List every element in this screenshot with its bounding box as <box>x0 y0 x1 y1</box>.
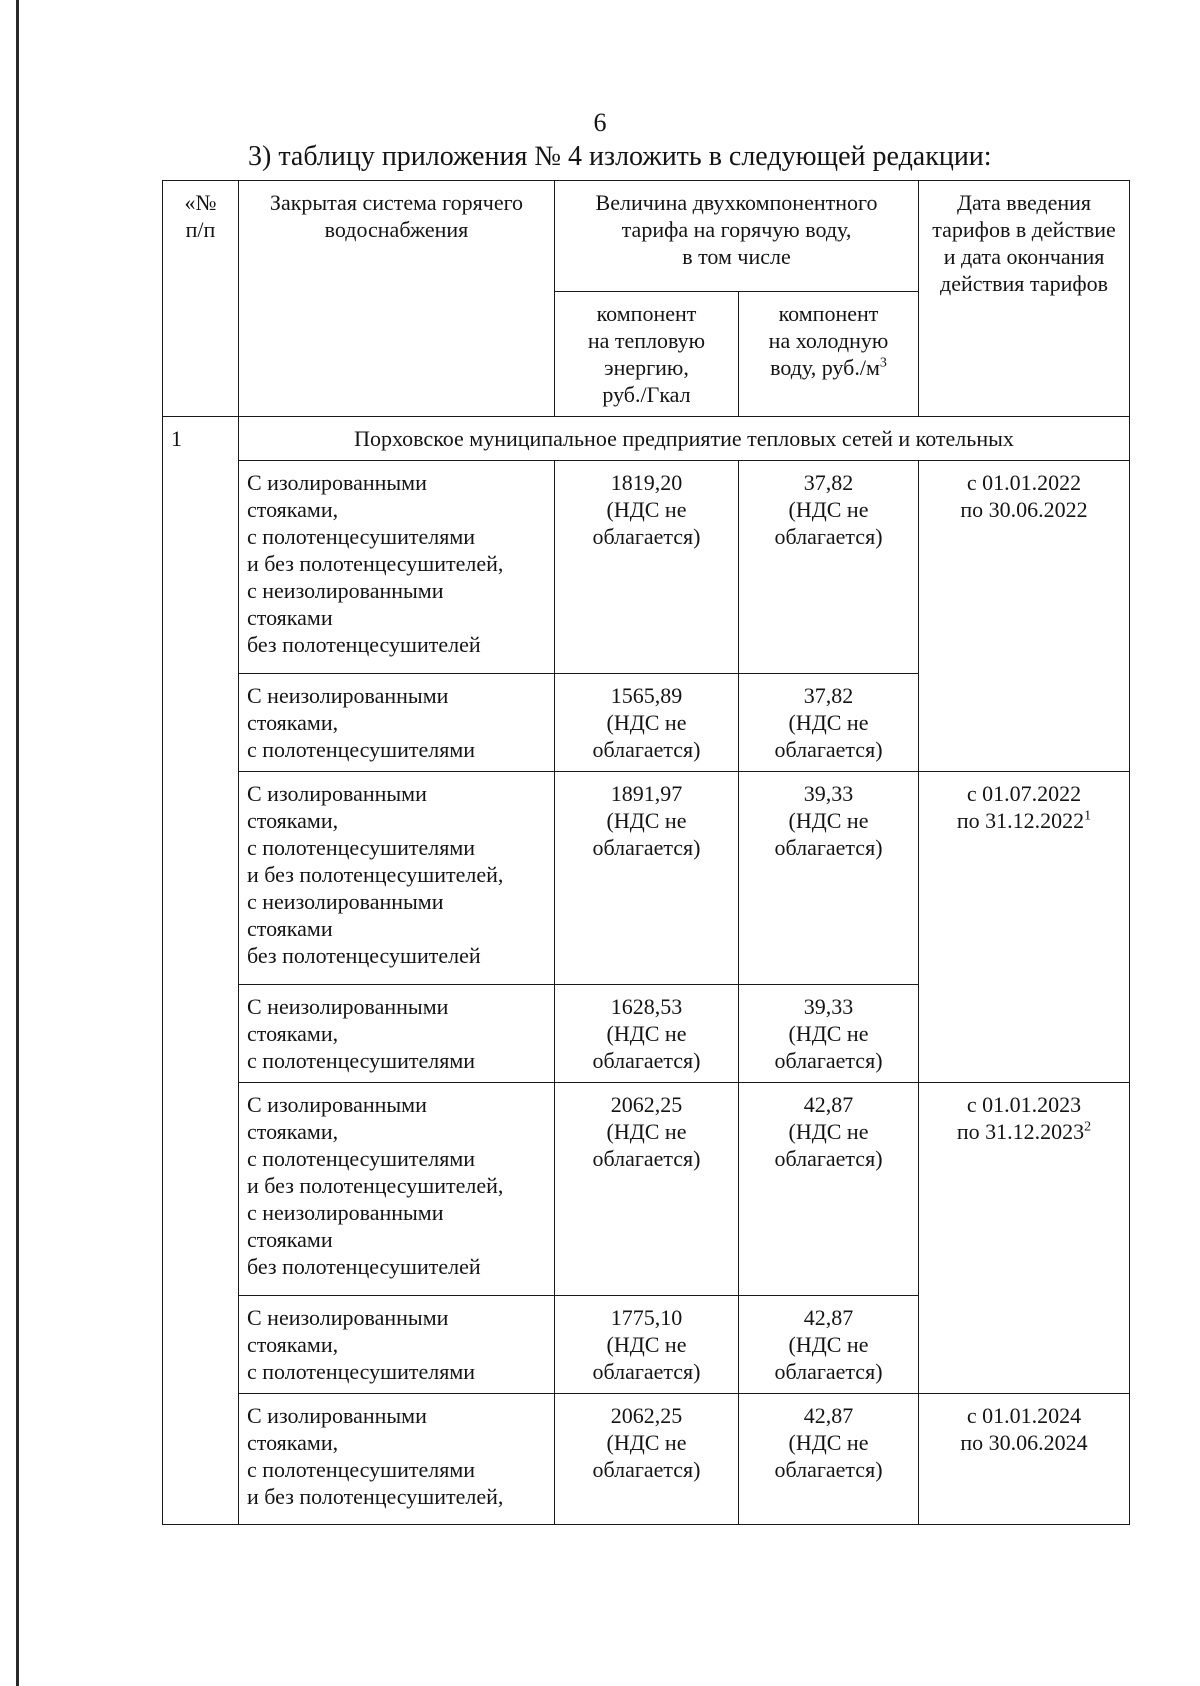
header-text: тарифов в действие <box>932 217 1116 242</box>
description-line: и без полотенцесушителей, <box>247 1173 504 1198</box>
heat-component-cell <box>555 674 739 772</box>
period-cell <box>919 772 1130 1083</box>
description-line: С изолированными <box>247 781 427 806</box>
scan-edge-line <box>16 0 19 1686</box>
vat-note: (НДС не <box>606 1332 687 1357</box>
description-line: без полотенцесушителей <box>247 632 481 657</box>
vat-note: (НДС не <box>788 1021 869 1046</box>
description-line: с полотенцесушителями <box>247 737 476 762</box>
heat-value: 2062,25 <box>610 1403 683 1428</box>
period-to <box>927 807 1121 834</box>
description-line: стояками, <box>247 1430 339 1455</box>
row-number: 1 <box>163 417 239 1525</box>
description-line: стояками, <box>247 1332 339 1357</box>
header-text: действия тарифов <box>940 271 1108 296</box>
vat-note: облагается) <box>774 1048 883 1073</box>
description-line: стояками <box>247 916 333 941</box>
organization-name: Порховское муниципальное предприятие тепловых сетей и котельных <box>239 417 1130 461</box>
vat-note: (НДС не <box>788 1332 869 1357</box>
header-tariff <box>555 181 919 292</box>
footnote-marker: 1 <box>1084 808 1092 824</box>
heat-component-cell <box>555 772 739 985</box>
header-text: водоснабжения <box>324 217 469 242</box>
vat-note: (НДС не <box>788 1430 869 1455</box>
vat-note: (НДС не <box>788 497 869 522</box>
vat-note: облагается) <box>774 737 883 762</box>
vat-note: облагается) <box>592 835 701 860</box>
period-from: с 01.01.2023 <box>966 1092 1082 1117</box>
unit-text: воду, руб./м <box>770 355 880 380</box>
heat-value: 1819,20 <box>610 470 683 495</box>
system-description <box>239 674 555 772</box>
description-line: С изолированными <box>247 1403 427 1428</box>
unit-superscript: 3 <box>879 355 887 371</box>
period-cell <box>919 1083 1130 1394</box>
header-row-number <box>163 181 239 417</box>
header-text: Дата введения <box>956 190 1092 215</box>
header-text: компонент <box>596 301 697 326</box>
header-row <box>163 181 1130 292</box>
description-line: стояками, <box>247 497 339 522</box>
vat-note: (НДС не <box>788 808 869 833</box>
vat-note: облагается) <box>774 1146 883 1171</box>
description-line: без полотенцесушителей <box>247 943 481 968</box>
header-text: на тепловую <box>587 328 706 353</box>
header-text: «№ <box>184 190 217 215</box>
water-value: 37,82 <box>803 683 854 708</box>
tariff-table <box>162 180 1130 1525</box>
header-text: компонент <box>778 301 879 326</box>
header-water-component <box>739 292 919 417</box>
heat-component-cell <box>555 985 739 1083</box>
water-component-cell <box>739 674 919 772</box>
header-dates <box>919 181 1130 417</box>
table-row <box>163 1083 1130 1296</box>
vat-note: (НДС не <box>606 497 687 522</box>
water-value: 39,33 <box>803 781 854 806</box>
period-cell <box>919 1394 1130 1525</box>
heat-component-cell <box>555 1394 739 1525</box>
water-value: 42,87 <box>803 1403 854 1428</box>
description-line: стояками, <box>247 1021 339 1046</box>
heat-value: 1565,89 <box>610 683 683 708</box>
header-text: руб./Гкал <box>602 382 691 407</box>
header-text: в том числе <box>682 244 791 269</box>
description-line: С изолированными <box>247 470 427 495</box>
header-text: энергию, <box>604 355 689 380</box>
vat-note: облагается) <box>592 1146 701 1171</box>
description-line: с полотенцесушителями <box>247 835 476 860</box>
vat-note: (НДС не <box>788 710 869 735</box>
description-line: С неизолированными <box>247 1305 449 1330</box>
description-line: с полотенцесушителями <box>247 1457 476 1482</box>
water-component-cell <box>739 1394 919 1525</box>
description-line: С неизолированными <box>247 683 449 708</box>
vat-note: облагается) <box>774 835 883 860</box>
system-description <box>239 461 555 674</box>
system-description <box>239 1394 555 1525</box>
vat-note: (НДС не <box>606 1430 687 1455</box>
period-to: по 30.06.2024 <box>960 1430 1088 1455</box>
description-line: и без полотенцесушителей, <box>247 551 504 576</box>
system-description <box>239 1296 555 1394</box>
period-to-date: по 31.12.2023 <box>956 1119 1085 1144</box>
vat-note: (НДС не <box>788 1119 869 1144</box>
vat-note: облагается) <box>592 1359 701 1384</box>
description-line: стояками, <box>247 710 339 735</box>
description-line: стояками <box>247 605 333 630</box>
description-line: без полотенцесушителей <box>247 1254 481 1279</box>
description-line: с полотенцесушителями <box>247 1048 476 1073</box>
system-description <box>239 1083 555 1296</box>
description-line: с полотенцесушителями <box>247 1146 476 1171</box>
period-from: с 01.07.2022 <box>966 781 1082 806</box>
vat-note: облагается) <box>592 524 701 549</box>
period-cell <box>919 461 1130 772</box>
description-line: стояками, <box>247 808 339 833</box>
header-text: на холодную <box>768 328 889 353</box>
vat-note: облагается) <box>592 1457 701 1482</box>
description-line: с неизолированными <box>247 1200 444 1225</box>
vat-note: облагается) <box>774 524 883 549</box>
description-line: с полотенцесушителями <box>247 524 476 549</box>
water-component-cell <box>739 461 919 674</box>
system-description <box>239 985 555 1083</box>
description-line: с полотенцесушителями <box>247 1359 476 1384</box>
vat-note: (НДС не <box>606 808 687 833</box>
description-line: и без полотенцесушителей, <box>247 862 504 887</box>
table-row <box>163 461 1130 674</box>
heat-component-cell <box>555 461 739 674</box>
header-text: тарифа на горячую воду, <box>621 217 852 242</box>
water-value: 42,87 <box>803 1305 854 1330</box>
water-component-cell <box>739 1083 919 1296</box>
page-number: 6 <box>593 108 607 137</box>
table-row <box>163 772 1130 985</box>
heat-value: 1775,10 <box>610 1305 683 1330</box>
header-system <box>239 181 555 417</box>
description-line: С изолированными <box>247 1092 427 1117</box>
header-text <box>747 354 910 381</box>
water-component-cell <box>739 772 919 985</box>
vat-note: облагается) <box>774 1359 883 1384</box>
header-text: и дата окончания <box>943 244 1105 269</box>
description-line: С неизолированными <box>247 994 449 1019</box>
vat-note: (НДС не <box>606 710 687 735</box>
water-component-cell <box>739 1296 919 1394</box>
heat-value: 1891,97 <box>610 781 683 806</box>
header-text: п/п <box>185 217 216 242</box>
description-line: стояками <box>247 1227 333 1252</box>
vat-note: облагается) <box>774 1457 883 1482</box>
header-heat-component <box>555 292 739 417</box>
heat-component-cell <box>555 1083 739 1296</box>
period-from: с 01.01.2022 <box>966 470 1082 495</box>
water-value: 37,82 <box>803 470 854 495</box>
heat-component-cell <box>555 1296 739 1394</box>
heat-value: 2062,25 <box>610 1092 683 1117</box>
heat-value: 1628,53 <box>610 994 683 1019</box>
vat-note: облагается) <box>592 737 701 762</box>
description-line: стояками, <box>247 1119 339 1144</box>
water-value: 42,87 <box>803 1092 854 1117</box>
description-line: с неизолированными <box>247 578 444 603</box>
footnote-marker: 2 <box>1084 1119 1092 1135</box>
water-component-cell <box>739 985 919 1083</box>
instruction-text: 3) таблицу приложения № 4 изложить в следующей редакции: <box>248 141 992 172</box>
organization-row <box>163 417 1130 461</box>
header-text: Закрытая система горячего <box>269 190 524 215</box>
table-row <box>163 1394 1130 1525</box>
water-value: 39,33 <box>803 994 854 1019</box>
period-from: с 01.01.2024 <box>966 1403 1082 1428</box>
period-to: по 30.06.2022 <box>960 497 1088 522</box>
header-text: Величина двухкомпонентного <box>595 190 878 215</box>
description-line: с неизолированными <box>247 889 444 914</box>
vat-note: облагается) <box>592 1048 701 1073</box>
vat-note: (НДС не <box>606 1021 687 1046</box>
period-to-date: по 31.12.2022 <box>956 808 1085 833</box>
system-description <box>239 772 555 985</box>
period-to <box>927 1118 1121 1145</box>
description-line: и без полотенцесушителей, <box>247 1484 504 1509</box>
vat-note: (НДС не <box>606 1119 687 1144</box>
